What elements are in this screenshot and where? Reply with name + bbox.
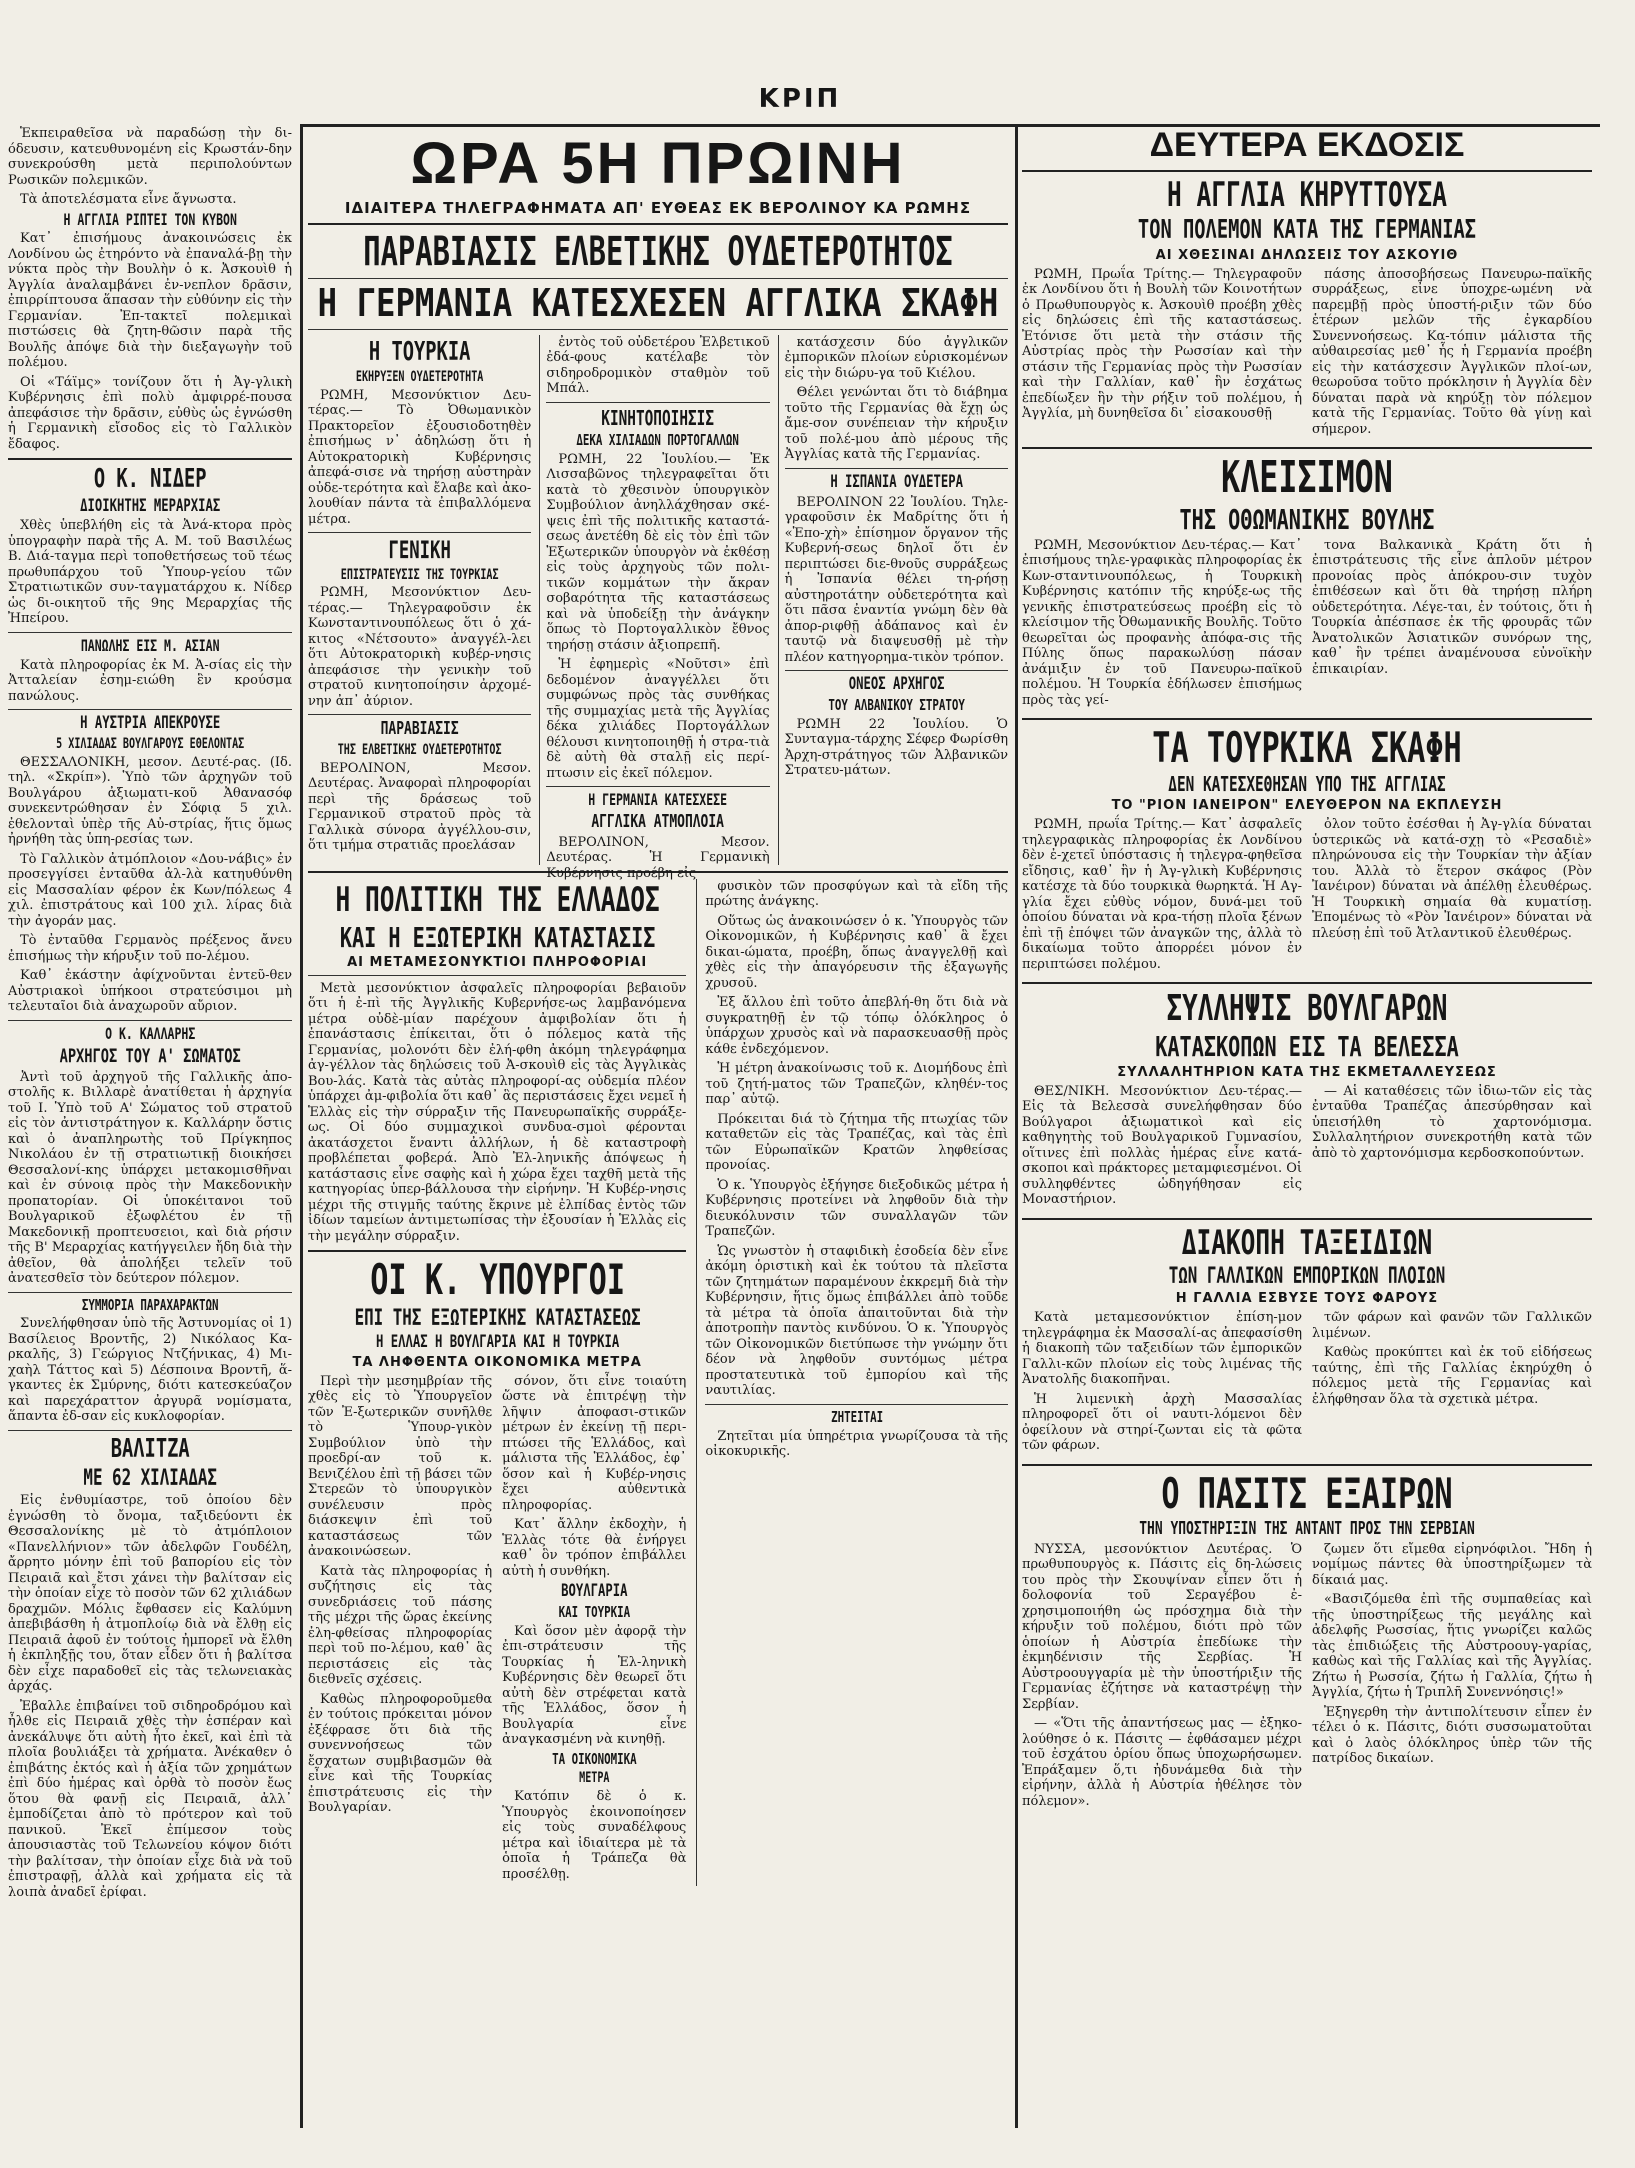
subheadline: ΤΟ "ΡΙΟΝ ΙΑΝΕΙΡΟΝ" ΕΛΕΥΘΕΡΟΝ ΝΑ ΕΚΠΛΕΥΣΗ	[1111, 798, 1503, 814]
headline: ΤΑ ΟΙΚΟΝΟΜΙΚΑ	[551, 1749, 637, 1768]
paragraph: ἐντὸς τοῦ οὐδετέρου Ἐλβετικοῦ ἐδά-φους κατέλαβε τὸν σιδηροδρομικὸν σταθμὸν τοῦ Μπάλ.	[546, 334, 770, 397]
paragraph: Ἡ λιμενικὴ ἀρχὴ Μασσαλίας πληροφορεῖ ὅτι οἱ ναυτι-λόμενοι δὲν ὀφείλουν νὰ στηρί-ζωνται εἰς τὰ φῶτα τῶν φάρων.	[1022, 1391, 1302, 1454]
paragraph: — «Ὅτι τῆς ἀπαντήσεως μας — ἐξηκο-λούθησε ὁ κ. Πάσιτς — ἐφθάσαμεν μέχρι τοῦ ἐσχάτου ὁρίου ὅπως ὑποχωρήσωμεν. Ἐπράξαμεν ὅ,τι ἠδυνάμεθα διὰ τὴν εἰρήνην, ἀλλὰ ἡ Αὐστρία ἠθέλησε τὸν πόλεμον».	[1022, 1716, 1302, 1809]
paragraph: Ἡ ἐφημερὶς «Νοῦτσι» ἐπὶ δεδομένον ἀναγγέλλει ὅτι συμφώνως πρὸς τὰς συνθήκας τῆς συμμαχίας μετὰ τῆς Ἀγγλίας δέκα χιλιάδες Πορτογάλλων θέλουσι κινητοποιηθῇ ἡ στρα-τιὰ δὲ αὐτὴ θὰ σταλῇ εἰς περί-πτωσιν εἰς ἐκεῖ πόλεμον.	[546, 657, 770, 781]
paragraph: Ἡ μέτρη ἀνακοίνωσις τοῦ κ. Διομήδους ἐπὶ τοῦ ζητή-ματος τῶν Τραπεζῶν, κληθέν-τος παρ᾽ αὐτῷ.	[705, 1061, 1008, 1108]
headline: ΣΥΜΜΟΡΙΑ ΠΑΡΑΧΑΡΑΚΤΩΝ	[81, 1295, 219, 1314]
column-rule	[300, 126, 303, 2128]
subheadline: ΚΑΙ Η ΕΞΩΤΕΡΙΚΗ ΚΑΤΑΣΤΑΣΙΣ	[339, 920, 655, 954]
mid-column-c	[778, 335, 1008, 865]
subheadline: ΕΠΙ ΤΗΣ ΕΞΩΤΕΡΙΚΗΣ ΚΑΤΑΣΤΑΣΕΩΣ	[354, 1305, 641, 1331]
headline: ΠΑΡΑΒΙΑΣΙΣ	[380, 718, 459, 740]
headline: Η ΠΟΛΙΤΙΚΗ ΤΗΣ ΕΛΛΑΔΟΣ	[335, 879, 660, 920]
headline: ΟΙ Κ. ΥΠΟΥΡΓΟΙ	[369, 1255, 625, 1305]
headline: ΖΗΤΕΙΤΑΙ	[830, 1407, 883, 1426]
paragraph: ΡΩΜΗ, πρωΐα Τρίτης.— Κατ᾽ ἀσφαλεῖς τηλεγραφικὰς πληροφορίας ἐκ Λονδίνου δὲν ἐ-χετεῖ ὑπόστασις ἡ τηλεγρα-φηθεῖσα εἴδησις, καθ᾽ ἣν ἡ Ἀγ-γλικὴ Κυβέρνησις κατέσχε τὰ δύο τουρκικὰ θωρηκτά. Ἡ Αγ-γλία ἔχει εὐθὺς νόμον, δυνά-μει τοῦ ὁποίου δύναται νὰ κρα-τήσῃ πλοῖα ξένων ἐπὶ τῇ ἐπόψει τῶν ἀναγκῶν της, ἀλλὰ τὸ δικαίωμα τοῦτο ἀπορρέει μόνον ἐν περιπτώσει πολέμου.	[1022, 817, 1302, 972]
paragraph: Πρόκειται διά τὸ ζήτημα τῆς πτωχίας τῶν καταθετῶν εἰς τὰς Τραπέζας, καὶ τὰς ἐπὶ τῶν Εὐρωπαϊκῶν Κρατῶν ληφθείσας προνοίας.	[705, 1111, 1008, 1174]
second-edition-banner: ΔΕΥΤΕΡΑ ΕΚΔΟΣΙΣ	[1149, 126, 1465, 164]
paragraph: Μετὰ μεσονύκτιον ἀσφαλεῖς πληροφορίαι βεβαιοῦν ὅτι ἡ ἐ-πὶ τῆς Ἀγγλικῆς Κυβερνήσε-ως λαμβανόμενα μέτρα οὐδὲ-μίαν παρέχουν ἀμφιβολίαν ὅτι ἡ ἐπανάστασις ἐπίκειται, ὅτι ὁ πόλεμος κατὰ τῆς Γερμανίας, μολονότι δὲν ἐλή-φθη ἀκόμη τηλεγράφημα ἀγ-γέλλον τὰς δηλώσεις τοῦ Ἀ-σκουὶθ εἰς τὰς Ἀγγλικὰς Βου-λάς. Κατὰ τὰς αὐτὰς πληροφορί-ας οὐδεμία πλέον ὑπάρχει ἀμ-φιβολία ὅτι καθ᾽ ἃς περιστάσεις ἔχει νεμεῖ ἡ Ἑλλὰς εἰς τὴν σύρραξιν τῆς Πανευρωπαϊκῆς συρράξε-ως. Οἱ δύο συμμαχικοὶ συνδυα-σμοὶ φέρονται ἀκατάσχετοι ἔναντι ἀλλήλων, ἡ δὲ καταστροφὴ προβλέπεται φοβερά. Ἀπὸ Ἐλ-ληνικῆς ἀπόψεως ἡ κατάστασις εἶνε σαφὴς καὶ ἡ χώρα ἔχει ταχθῆ μετὰ τῆς κατηγορίας ὑπερ-βάλλουσα τὴν εἰρήνην. Ἡ Κυβέρ-νησις μέχρι τῆς στιγμῆς ταύτης ἔκρινε μὲ ἐλπίδας ἐντὸς τῶν ἰδίων ταμείων ἀντιμετωπίσας τὴν ἐξουσίαν ἡ Ἑλλὰς εἰς τὴν μεγάλην σύρραξιν.	[308, 980, 687, 1244]
paragraph: τονα Βαλκανικὰ Κράτη ὅτι ἡ ἐπιστράτευσις τῆς εἶνε ἁπλοῦν μέτρον προνοίας πρὸς ἀπόκρου-σιν τυχὸν ἐπιθέσεων καὶ ὅτι θὰ τηρήσῃ πλήρη οὐδετερότητα. Λέγε-ται, ἐν τούτοις, ὅτι ἡ Τουρκία ἀπέσπασε ἐκ τῆς φρουρᾶς τῶν Ἀνατολικῶν Ἀσιατικῶν συνόρων της, καθ᾽ ἣν τρέπει ἀναμένουσα εὐνοϊκὴν ἐπικαιρίαν.	[1312, 537, 1592, 677]
headline: Ο Κ. ΝΙΔΕΡ	[93, 464, 207, 495]
paragraph: σόνον, ὅτι εἶνε τοιαύτη ὥστε νὰ ἐπιτρέψῃ τὴν λῆψιν ἀποφασι-στικῶν μέτρων ἐν ἐκείνῃ τῇ περι-πτώσει τῆς Ἑλλάδος, καὶ μάλιστα τῆς Ἑλλάδος, ἐφ᾽ ὅσον καὶ ἡ Κυβέρ-νησις ἔχει αὐθεντικὰ πληροφορίας.	[502, 1373, 687, 1513]
subheadline: ΤΟΥ ΑΛΒΑΝΙΚΟΥ ΣΤΡΑΤΟΥ	[828, 696, 965, 715]
politics-right	[696, 879, 1008, 1886]
headline: Ο ΠΑΣΙΤΣ ΕΞΑΙΡΩΝ	[1161, 1468, 1453, 1518]
subheadline: ΜΕΤΡΑ	[579, 1770, 610, 1787]
subheadline: ΣΥΛΛΑΛΗΤΗΡΙΟΝ ΚΑΤΑ ΤΗΣ ΕΚΜΕΤΑΛΛΕΥΣΕΩΣ	[1117, 1064, 1497, 1080]
headline: ΒΑΛΙΤΖΑ	[110, 1433, 190, 1464]
politics-left	[308, 879, 686, 1886]
subheadline: ΑΓΓΛΙΚΑ ΑΤΜΟΠΛΟΙΑ	[591, 810, 725, 832]
headline: Η ΑΥΣΤΡΙΑ ΑΠΕΚΡΟΥΣΕ	[79, 713, 221, 734]
subheadline: ΔΕΝ ΚΑΤΕΣΧΕΘΗΣΑΝ ΥΠΟ ΤΗΣ ΑΓΓΛΙΑΣ	[1168, 772, 1446, 797]
paragraph: Συνελήφθησαν ὑπὸ τῆς Ἀστυνομίας οἱ 1) Βασίλειος Βροντῆς, 2) Νικόλαος Κα-ρκαλῆς, 3) Γεώργιος Ντζήνικας, 4) Μι-χαὴλ Τάττος καὶ 5) Δέσποινα Βροντῆ, ἅ-γκαντες ἐκ Σμύρνης, διότι κατεσκεύαζον καὶ παρεχάραττον ἀργυρᾶ νομίσματα, ἅπαντα ἐδ-σαν εἰς κυκλοφορίαν.	[8, 1316, 292, 1425]
headline: Η ΑΓΓΛΙΑ ΡΙΠΤΕΙ ΤΟΝ ΚΥΒΟΝ	[63, 209, 237, 229]
headline: Η ΙΣΠΑΝΙΑ ΟΥΔΕΤΕΡΑ	[829, 471, 963, 492]
paragraph: Τὸ ἐνταῦθα Γερμανὸς πρέξενος ἄνευ ἐπισήμως τὴν κήρυξιν τοῦ πο-λέμου.	[8, 933, 292, 964]
paragraph: Ὡς γνωστὸν ἡ σταφιδικὴ ἐσοδεία δὲν εἶνε ἀκόμη ὁριστικὴ καὶ ἐκ τούτου τὰ πλεῖστα τῶν ζητημάτων παραμένουν ἐκκρεμῆ διὰ τὴν Κυβέρνησιν, ἥτις ὅμως ἐπιβάλλει ἀπὸ τοῦδε τὰ μέτρα τὰ ὁποῖα ἀπαιτοῦνται διὰ τὴν ἀποτροπὴν παντὸς κινδύνου. Ὁ κ. Ὑπουργὸς τῶν Οἰκονομικῶν διετύπωσε τὴν γνώμην ὅτι δέον νὰ ληφθοῦν συντόμως μέτρα προστατευτικὰ τοῦ ἐμπορίου καὶ τῆς ναυτιλίας.	[705, 1243, 1008, 1399]
mid-column-b	[539, 334, 770, 881]
subheadline: 5 ΧΙΛΙΑΔΑΣ ΒΟΥΛΓΑΡΟΥΣ ΕΘΕΛΟΝΤΑΣ	[55, 736, 245, 753]
paragraph: Οὕτως ὡς ἀνακοινώσεν ὁ κ. Ὑπουργὸς τῶν Οἰκονομικῶν, ἡ Κυβέρνησις καθ᾽ ἃ ἔχει δικαι-ώματα, προέβη, ὅπως ἀναγγελθῇ καὶ χθὲς εἰς τὴν ἀπαγόρευσιν τῆς ἐξαγωγῆς χρυσοῦ.	[705, 913, 1008, 991]
subheadline: Η ΓΑΛΛΙΑ ΕΣΒΥΣΕ ΤΟΥΣ ΦΑΡΟΥΣ	[1175, 1291, 1439, 1307]
mid-column-a	[308, 335, 531, 865]
banner-title: ΩΡΑ 5Η ΠΡΩΙΝΗ	[410, 131, 906, 196]
paragraph: ΘΕΣΣΑΛΟΝΙΚΗ, μεσον. Δευτέ-ρας. (Ιδ. τηλ. «Σκρίπ»). Ὑπὸ τῶν ἀρχηγῶν τοῦ Βουλγάρου ἀξιωματι-κοῦ Ἀθανασόφ συνεκεντρώθησαν ἐν Σόφιᾳ 5 χιλ. ἐθελονταὶ ὑπὲρ τῆς Αὐ-στρίας, ἥτις ὅμως ἠρνήθη τὰς ὑπη-ρεσίας των.	[8, 754, 292, 848]
paragraph: Περὶ τὴν μεσημβρίαν τῆς χθὲς εἰς τὸ Ὑπουργεῖον τῶν Ἐ-ξωτερικῶν συνῆλθε τὸ Ὑπουρ-γικὸν Συμβούλιον ὑπὸ τὴν προεδρί-αν τοῦ κ. Βενιζέλου ἐπὶ τῇ βάσει τῶν Στερεῶν τὸ ὑπουργικὸν συνέλευσιν πρὸς διάσκεψιν ἐπὶ τοῦ καταστάσεως τῶν ἀνακοινώσεων.	[308, 1373, 493, 1559]
headline: Η ΓΕΡΜΑΝΙΑ ΚΑΤΕΣΧΕΣΕΝ ΑΓΓΛΙΚΑ ΣΚΑΦΗ	[317, 281, 999, 325]
paragraph: ζωμεν ὅτι εἴμεθα εἰρηνόφιλοι. Ἤδη ἡ νομίμως πάντες θὰ ὑποστηρίξωμεν τὰ δίκαιά μας.	[1312, 1541, 1592, 1588]
paragraph: ΘΕΣ/ΝΙΚΗ. Μεσονύκτιον Δευ-τέρας.— Εἰς τὰ Βελεσσὰ συνελήφθησαν δύο Βούλγαροι ἀξιωματικοὶ καὶ εἰς καθηγητὴς τοῦ Βουλγαρικοῦ Γυμνασίου, οἵτινες ἐπὶ πολλὰς ἡμέρας εἶνε κατά-σκοποι καὶ πράκτορες μεταμφιεσμένοι. Οἱ συλληφθέντες ὡδηγήθησαν εἰς Μοναστήριον.	[1022, 1083, 1302, 1208]
subheadline: ΔΙΟΙΚΗΤΗΣ ΜΕΡΑΡΧΙΑΣ	[79, 495, 221, 516]
headline: ΔΙΑΚΟΠΗ ΤΑΞΕΙΔΙΩΝ	[1181, 1222, 1433, 1263]
subheadline: Η ΕΛΛΑΣ Η ΒΟΥΛΓΑΡΙΑ ΚΑΙ Η ΤΟΥΡΚΙΑ	[375, 1331, 619, 1352]
paragraph: Καθὼς πληροφοροῦμεθα ἐν τούτοις πρόκειται μόνον ἐξέφρασε ὅτι διὰ τῆς συνεννοήσεως τῶν ἔσχατων συμβιβασμῶν θὰ εἶνε καὶ τῆς Τουρκίας ἐπιστράτευσις εἰς τὴν Βουλγαρίαν.	[308, 1691, 493, 1815]
column-rule	[1015, 126, 1018, 2128]
paragraph: ΝΥΣΣΑ, μεσονύκτιον Δευτέρας. Ὁ πρωθυπουργὸς κ. Πάσιτς εἰς δη-λώσεις του πρὸς τὴν Σκουψίναν εἶπεν ὅτι ἡ δολοφονία τοῦ Σεραγέβου ἐ-χρησιμοποιήθη ὡς πρόσχημα διὰ τὴν κήρυξιν τοῦ πολέμου, διότι πρὸ τῶν ὁποίων ἡ Αὐστρία ἐπεδίωκε τὴν ἐκμηδένισιν τῆς Σερβίας. Ἡ Αὐστροουγγαρία μὲ τὴν ὑποστήριξιν τῆς Γερμανίας ἐζήτησε νὰ καταστρέψῃ τὴν Σερβίαν.	[1022, 1541, 1302, 1712]
paragraph: Οἱ «Τάϊμς» τονίζουν ὅτι ἡ Ἀγ-γλικὴ Κυβέρνησις ἐπὶ πολὺ ἀμφιρρέ-πουσα ἀπεφάσισε τὴν δρᾶσιν, εὐθὺς ὡς ἐγνώσθη ἡ Γερμανικὴ εἴσοδος εἰς τὸ Γαλλικὸν ἔδαφος.	[8, 374, 292, 452]
paragraph: Τὰ ἀποτελέσματα εἶνε ἄγνωστα.	[20, 192, 237, 207]
subheadline: ΤΗΣ ΟΘΩΜΑΝΙΚΗΣ ΒΟΥΛΗΣ	[1179, 503, 1435, 537]
right-column	[1022, 126, 1592, 2128]
headline: ΟΝΕΟΣ ΑΡΧΗΓΟΣ	[848, 674, 945, 695]
paragraph: ΡΩΜΗ, Μεσονύκτιον Δευ-τέρας.— Κατ᾽ ἐπισήμους τηλε-γραφικὰς πληροφορίας ἐκ Κων-σταντινουπόλεως, ἡ Τουρκικὴ Κυβέρνησις κατόπιν τῆς κηρύξε-ως τῆς γενικῆς ἐπιστρατεύσεως προέβη εἰς τὸ κλείσιμον τῆς Ὀθωμανικῆς Βουλῆς. Τοῦτο θεωρεῖται ὡς προφανὴς ἀπόφα-σις τῆς Πύλης ὅπως παρακωλύσῃ πάσαν ἀνάμιξιν ἐν τοῦ Πανευρω-παϊκοῦ πολέμου. Ἡ Τουρκία ἐδήλωσεν ἐπισήμως πρὸς τὰς γεί-	[1022, 537, 1302, 708]
headline: ΓΕΝΙΚΗ	[388, 536, 451, 565]
paragraph: ΒΕΡΟΛΙΝΟΝ, Μεσον. Δευτέρας. Ἀναφοραὶ πληροφορίαι περὶ τῆς δράσεως τοῦ Γερμανικοῦ στρατοῦ πρὸς τὰ Γαλλικὰ σύνορα ἀγγέλλου-σιν, ὅτι τμήμα στρατιᾶς προελάσαν	[308, 760, 532, 854]
headline: Η ΓΕΡΜΑΝΙΑ ΚΑΤΕΣΧΕΣΕ	[588, 790, 728, 810]
subheadline: ΤΑ ΛΗΦΘΕΝΤΑ ΟΙΚΟΝΟΜΙΚΑ ΜΕΤΡΑ	[352, 1354, 642, 1370]
paragraph: ΡΩΜΗ, 22 Ἰουλίου.— Ἐκ Λισσαβῶνος τηλεγραφεῖται ὅτι κατὰ τὸ χθεσινὸν ὑπουργικὸν Συμβούλιον ἀνηλλάχθησαν σκέ-ψεις ἐπὶ τῆς πολιτικῆς καταστά-σεως ἀνετέθη δὲ εἰς τὸν ἐπὶ τῶν Ἐξωτερικῶν ὑπουργὸν νὰ ἐκθέσῃ εἰς τοὺς ἀρχηγοὺς τῶν πολι-τικῶν κομμάτων τὴν ἄκραν σοβαρότητα τῆς καταστάσεως καὶ νὰ ὑποδείξῃ τὴν ἀνάγκην ὅπως τὸ Πορτογαλλικὸν ἔθνος τηρήσῃ στάσιν ἀξιοπρεπῆ.	[546, 451, 770, 653]
paragraph: Ἀντὶ τοῦ ἀρχηγοῦ τῆς Γαλλικῆς ἀπο-στολῆς κ. Βιλλαρὲ ἀνατίθεται ἡ ἀρχηγία τοῦ Ι. Ὑπὸ τοῦ Α' Σώματος τοῦ στρατοῦ εἰς τὸν ἀντιστράτηγον κ. Καλλάρην ὅστις καὶ ὁ ἀναπληρωτὴς τοῦ Πρίγκηπος Νικολάου ἐν τῇ στρατιωτικῇ διοικήσει Θεσσαλονί-κης ὑπάρχει μετακομισθῆναι καὶ ἐν σύνοιᾳ πρὸς τὴν Μακεδονικὴν προπατορίαν. Οἱ ὑποκέιτανοι τοῦ Βουλγαρικοῦ ἐξωφλέτου ἐν τῇ Μακεδονικῇ προπτευσειοι, καὶ διὰ ρήσιν τῆς Β' Μεραρχίας κατήγγειλεν ἤδη διὰ τὴν ἀθεῖον, θὰ ἀπολήξει τελεῖν τοῦ ἀνατεσθεῖσ τὸν δεύτερον πόλεμον.	[8, 1069, 292, 1286]
paragraph: ὀλον τοῦτο ἐσέσθαι ἡ Ἀγ-γλία δύναται ὑστερικῶς νὰ κατά-σχῃ τὸ «Ρεσαδιὲ» πληρώνουσα εἰς τὴν Τουρκίαν τὴν ἀξίαν του. Ἀλλὰ τὸ ἕτερον σκάφος (Ρὸν Ἰανέιρον) δύναται νὰ ἀπέλθῃ ἐλευθέρως. Ἡ Τουρκικὴ σημαία θὰ κυματίσῃ. Ἐπομένως τὸ «Ρὸν Ἰανέιρον» δύναται νὰ πλεύσῃ ἐπὶ τοῦ Ἀτλαντικοῦ ἐλευθέρως.	[1312, 817, 1592, 941]
subheadline: ΚΑΤΑΣΚΟΠΩΝ ΕΙΣ ΤΑ ΒΕΛΕΣΣΑ	[1155, 1030, 1459, 1064]
paragraph: Κατὰ τὰς πληροφορίας ἡ συζήτησις εἰς τὰς συνεδριάσεις τοῦ πάσης τῆς μέχρι τῆς ὥρας ἐκείνης ἐλη-φθείσας πληροφορίας περὶ τοῦ πο-λέμου, καθ᾽ ἃς περιστάσεις εἰς τὰς διεθνεῖς σχέσεις.	[308, 1563, 493, 1687]
paragraph: Κατ᾽ ἄλλην ἐκδοχὴν, ἡ Ἑλλὰς τότε θὰ ἐνήργει καθ᾽ ὃν τρόπον ἐπιβάλλει αὐτὴ ἡ συνθήκη.	[502, 1517, 687, 1579]
paragraph: Εἰς ἐνθυμίαστρε, τοῦ ὁποίου δὲν ἐγνώσθη τὸ ὄνομα, ταξιδεύοντι ἐκ Θεσσαλονίκης μὲ τὸ ἀτμόπλοιον «Πανελλήνιον» τῶν ἀδελφῶν Γουδέλη, ἄρρητο μόνην ἐπὶ τοῦ βαπορίου εἰς τὸν Πειραιᾶ καὶ ἔτσι χάνει τὴν βαλίτσαν εἰς τὴν ὁποίαν εἶχε τὸ ποσὸν τῶν 62 χιλιάδων δραχμῶν. Μόλις ἔφθασεν εἰς Καλύμνη ἀπεβιβάσθη ἡ ἀτμοπλοίῳ διὰ νὰ ἔλθῃ εἰς Πειραιᾶ ἀφοῦ ἐν τούτοις ἠμπορεῖ νὰ ἔλθη ἡ ἐκπληξῇς του, ὅταν εἶδεν ὅτι ἡ βαλίτσα δὲν εἶχε παραδοθεῖ εἰς τὰς τελωνειακὰς ἀρχάς.	[8, 1493, 292, 1695]
paragraph: Κατόπιν δὲ ὁ κ. Ὑπουργὸς ἐκοινοποίησεν εἰς τοὺς συναδέλφους μέτρα καὶ ἰδιαίτερα μὲ τὰ ὁποῖα ἡ Τράπεζα θὰ προσέλθῃ.	[502, 1789, 687, 1882]
paragraph: Ἐξ ἄλλου ἐπὶ τοῦτο ἀπεβλή-θη ὅτι διὰ νὰ συγκρατηθῇ ἐν τῷ τόπῳ ὁλόκληρος ὁ ὑπάρχων χρυσὸς καὶ νὰ παρασκευασθῇ πρὸς κάθε ἐνδεχόμενον.	[705, 995, 1008, 1057]
subheadline: ΕΚΗΡΥΞΕΝ ΟΥΔΕΤΕΡΟΤΗΤΑ	[355, 369, 484, 386]
paragraph: Ἐβαλλε ἐπιβαίνει τοῦ σιδηροδρόμου καὶ ἦλθε εἰς Πειραιᾶ χθὲς τὴν ἑσπέραν καὶ ἀνεκάλυψε ὅτι αὐτὴ ἦτο ἐκεῖ, καὶ ἐπὶ τὰ πλοῖα βουλιάξει τὰ χρήματα. Ἀνέκαθεν ὁ ἐπιβάτης ἐκτός καὶ ἡ ἀξία τῶν χρημάτων ἐπὶ δύο ἡμέρας καὶ ὀρθὰ τὸ ποσὸν ἔως ὅτου θὰ φανῇ εἰς Πειραιᾶ, ἀλλ᾽ ἐμποδίζεται ἀπὸ τὸ πρότερον καὶ τοῦ πανικοῦ. Ἐκεῖ ἐπίμεσον τοὺς ἀπουσιαστὰς τοῦ Τελωνείου κόψον διότι τὴν βαλίτσαν, τὴν ὁποίαν εἶχε διὰ νὰ τοῦ ἐπιστραφῇ, ἀλλὰ καὶ χρήματα εἰς τὰ λοιπὰ ἀναδεῖ ἐρίφαι.	[8, 1698, 292, 1900]
headline: Η ΤΟΥΡΚΙΑ	[368, 336, 471, 367]
headline: ΒΟΥΛΓΑΡΙΑ	[561, 1581, 628, 1601]
headline: ΠΑΡΑΒΙΑΣΙΣ ΕΛΒΕΤΙΚΗΣ ΟΥΔΕΤΕΡΟΤΗΤΟΣ	[363, 229, 953, 275]
paragraph: Κατὰ πληροφορίας ἐκ Μ. Ἀ-σίας εἰς τὴν Ἀτταλείαν ἐσημ-ειώθη ἓν κρούσμα πανώλους.	[8, 657, 292, 704]
paragraph: πάσης ἀποσοβήσεως Πανευρω-παϊκῆς συρράξεως, εἶνε ὑποχρε-ωμένη νὰ παρεμβῇ πρὸς ὑποστή-ριξιν τῶν δύο ἑτέρων μελῶν τῆς ἐγκαρδίου Συνεννοήσεως. Κα-τόπιν μάλιστα τῆς αὐθαιρεσίας μεθ᾽ ἧς ἡ Γερμανία προέβη εἰς τὴν κατάσχεσιν Ἀγγλικῶν πλοί-ων, θεωροῦσα τοῦτο πρόκλησιν ἡ Ἀγγλία δὲν δύναται παρὰ νὰ κηρύξῃ τὸν πόλεμον κατὰ τῆς Γερμανίας. Τοῦτο θὰ γίνῃ καὶ σήμερον.	[1312, 266, 1592, 437]
paragraph: τῶν φάρων καὶ φανῶν τῶν Γαλλικῶν λιμένων.	[1312, 1310, 1592, 1341]
subheadline: ΕΠΙΣΤΡΑΤΕΥΣΙΣ ΤΗΣ ΤΟΥΡΚΙΑΣ	[340, 566, 499, 583]
paragraph: ΒΕΡΟΛΙΝΟΝ 22 Ἰουλίου. Τηλε-γραφοῦσιν ἐκ Μαδρίτης ὅτι ἡ «Ἐπο-χὴ» ἐπίσημον ὄργανον τῆς Κυβερνή-σεως δηλοῖ ὅτι ἐν περιπτώσει διε-θνοῦς συρράξεως ἡ Ἰσπανία θέλει τη-ρήσῃ αὐστηροτάτην οὐδετερότητα καὶ ὅτι πᾶσα ἐναντία γνώμη δὲν θὰ ἀπορ-ριφθῇ ἀδάπανος καὶ ἐν ταυτῷ νὰ διαψευσθῇ μὲ τὴν πλέον κατηγορημα-τικὸν τρόπον.	[784, 494, 1008, 665]
paragraph: Θέλει γενώνται ὅτι τὸ διάβημα τοῦτο τῆς Γερμανίας θὰ ἔχῃ ὡς ἄμε-σον συνέπειαν τὴν κήρυξιν τοῦ πολέ-μου ἀπὸ μέρους τῆς Ἀγγλίας κατὰ τῆς Γερμανίας.	[784, 385, 1008, 463]
paragraph: «Βασιζόμεθα ἐπὶ τῆς συμπαθείας καὶ τῆς ὑποστηρίξεως τῆς μεγάλης καὶ ἀδελφῆς Ρωσσίας, ἥτις γνωρίζει καλῶς τὰς ἐπιδιώξεις τῆς Αὐστροουγ-γαρίας, καθὼς καὶ τῆς Γαλλίας καὶ τῆς Ἀγγλίας. Ζήτω ἡ Ρωσσία, ζήτω ἡ Γαλλία, ζήτω ἡ Ἀγγλία, ζήτω ἡ Τριπλῆ Συνεννόησις!»	[1312, 1592, 1592, 1701]
subheadline: ΜΕ 62 ΧΙΛΙΑΔΑΣ	[83, 1466, 217, 1492]
paragraph: — Αἱ καταθέσεις τῶν ἰδιω-τῶν εἰς τὰς ἐνταῦθα Τραπέζας ἀπεσύρθησαν καὶ ὑπεισήλθη τὸ χαρτονόμισμα. Συλλαλητήριον συνεκροτήθη κατὰ τῶν ἀπὸ τὸ χαρτονόμισμα κερδοσκοπούντων.	[1312, 1083, 1592, 1161]
lead-text	[8, 126, 292, 208]
subheadline: ΑΙ ΧΘΕΣΙΝΑΙ ΔΗΛΩΣΕΙΣ ΤΟΥ ΑΣΚΟΥΙΘ	[1155, 247, 1459, 263]
paragraph: Καὶ ὅσον μὲν ἀφορᾷ τὴν ἐπι-στράτευσιν τῆς Τουρκίας ἡ Ἑλ-ληνικὴ Κυβέρνησις δὲν θεωρεῖ ὅτι αὐτὴ δὲν στρέφεται κατὰ τῆς Ἑλλάδος, ὅσον ἡ Βουλγαρία εἶνε ἀναγκασμένη νὰ κινηθῇ.	[502, 1623, 687, 1748]
paragraph: Χθὲς ὑπεβλήθη εἰς τὰ Ἀνά-κτορα πρὸς ὑπογραφὴν παρὰ τῆς Α. Μ. τοῦ Βασιλέως Β. Διά-ταγμα περὶ τοποθετήσεως τοῦ τέως πρωθυπάρχου τοῦ Ὑπουρ-γείου τῶν Στρατιωτικῶν συν-ταγματάρχου κ. Νίδερ ὡς δι-οικητοῦ τῆς 9ης Μεραρχίας τῆς Ἠπείρου.	[8, 518, 292, 627]
headline: ΚΛΕΙΣΙΜΟΝ	[1221, 452, 1393, 504]
subheadline: ΤΟΝ ΠΟΛΕΜΟΝ ΚΑΤΑ ΤΗΣ ΓΕΡΜΑΝΙΑΣ	[1137, 215, 1477, 246]
subheadline: ΑΙ ΜΕΤΑΜΕΣΟΝΥΚΤΙΟΙ ΠΛΗΡΟΦΟΡΙΑΙ	[347, 954, 648, 970]
headline: Ο Κ. ΚΑΛΛΑΡΗΣ	[104, 1023, 196, 1043]
paragraph: ΡΩΜΗ, Μεσονύκτιον Δευ-τέρας.— Τηλεγραφοῦσιν ἐκ Κωνσταντινουπόλεως ὅτι ὁ χά-κιτος «Νέτσουτο» ἀναγγέλ-λει ὅτι Αὐτοκρατορικὴ κυβέρ-νησις ἀπεφάσισε τὴν γενικὴν τοῦ στρατοῦ κινητοποίησιν ἀρχομέ-νην ἀπ᾽ ἀύριον.	[308, 585, 532, 709]
masthead: ΚΡΙΠ	[758, 84, 842, 114]
paragraph: Ζητεῖται μία ὑπηρέτρια γνωρίζουσα τὰ τῆς οἰκοκυρικῆς.	[705, 1428, 1008, 1460]
paragraph: κατάσχεσιν δύο ἀγγλικῶν ἐμπορικῶν πλοίων εὑρισκομένων εἰς τὴν διώρυ-γα τοῦ Κιέλου.	[784, 334, 1008, 381]
paragraph: Ἑκπειραθεῖσα νὰ παραδώσῃ τὴν δι-όδευσιν, κατευθυνομένη εἰς Κρωστάν-δην συνεκρούσθη μετὰ περιπολούντων Ρωσικῶν πολεμικῶν.	[8, 126, 292, 188]
politics-section	[308, 879, 1008, 1886]
three-columns	[308, 334, 1008, 881]
headline: ΤΑ ΤΟΥΡΚΙΚΑ ΣΚΑΦΗ	[1152, 723, 1462, 773]
paragraph: Τὸ Γαλλικὸν ἀτμόπλοιον «Δου-νάβις» ἐν προσεγγίσει ἐνταῦθα ἀλ-λὰ κατηυθύνθη εἰς Μασσαλίαν φέρον ἐκ Κων/πόλεως 4 χιλ. ἐπιστράτους καὶ 100 χιλ. λίρας διὰ τὴν ἀγοράν μας.	[8, 851, 292, 929]
headline: ΚΙΝΗΤΟΠΟΙΗΣΙΣ	[601, 405, 715, 430]
headline: ΠΑΝΩΛΗΣ ΕΙΣ Μ. ΑΣΙΑΝ	[80, 635, 220, 655]
subheadline: ΤΗΣ ΕΛΒΕΤΙΚΗΣ ΟΥΔΕΤΕΡΟΤΗΤΟΣ	[337, 742, 502, 759]
paragraph: Κατὰ μεταμεσονύκτιον ἐπίση-μον τηλεγράφημα ἐκ Μασσαλί-ας ἀπεφασίσθη ἡ διακοπὴ τῶν ταξειδίων τῶν ἐμπορικῶν Γαλλι-κῶν πλοίων εἰς τοὺς λιμένας τῆς Ἀνατολῆς διακοπῆναι.	[1022, 1310, 1302, 1388]
headline: ΣΥΛΛΗΨΙΣ ΒΟΥΛΓΑΡΩΝ	[1166, 988, 1448, 1030]
subheadline: ΔΕΚΑ ΧΙΛΙΑΔΩΝ ΠΟΡΤΟΓΑΛΛΩΝ	[576, 430, 740, 449]
paragraph: Ὁ κ. Ὑπουργὸς ἐξήγησε διεξοδικῶς μέτρα ἡ Κυβέρνησις προτείνει νὰ ληφθοῦν διὰ τὴν διευκόλυνσιν τῶν συναλλαγῶν τῶν Τραπεζῶν.	[705, 1177, 1008, 1240]
subheadline: ΚΑΙ ΤΟΥΡΚΙΑ	[558, 1602, 631, 1621]
paragraph: ΡΩΜΗ, Πρωΐα Τρίτης.— Τηλεγραφοῦν ἐκ Λονδίνου ὅτι ἡ Βουλὴ τῶν Κοινοτήτων ὁ Πρωθυπουργὸς κ. Ἀσκουὶθ προέβη χθὲς εἰς δηλώσεις ἐπὶ τῆς καταστάσεως. Ἐτόνισε ὅτι μετὰ τὴν στάσιν τῆς Αὐστρίας πρὸς τὴν Ρωσσίαν καὶ τὴν στάσιν τῆς Γερμανίας πρὸς τὴν Ρωσσίαν καὶ τὴν Γαλλίαν, καθ᾽ ἣν ἐσχάτως ἐπεδίωξεν ἣν τὴν ρήξιν τοῦ πολέμου, ἡ Ἀγγλία, μὴ δυνηθεῖσα δι᾽ εἰσακουσθῇ	[1022, 266, 1302, 422]
paragraph: Καθ᾽ ἑκάστην ἀφίχνοῦνται ἐντεῦ-θεν Αὐστριακοὶ ὑπήκοοι στρατεύσιμοι μὴ τελευταῖοι διὰ ἀναχωροῦν αὔριον.	[8, 968, 292, 1015]
headline: Η ΑΓΓΛΙΑ ΚΗΡΥΤΤΟΥΣΑ	[1166, 174, 1448, 215]
subheadline: ΑΡΧΗΓΟΣ ΤΟΥ Α' ΣΩΜΑΤΟΣ	[59, 1044, 241, 1067]
paragraph: Καθὼς προκύπτει καὶ ἐκ τοῦ εἰδήσεως ταύτης, ἐπὶ τῆς Γαλλίας ἐκηρύχθη ὁ πόλεμος μετὰ τῆς Γερμανίας καὶ ἐλήφθησαν ὅλα τὰ σχετικὰ μέτρα.	[1312, 1345, 1592, 1407]
paragraph: ΡΩΜΗ, Μεσονύκτιον Δευ-τέρας.— Τὸ Ὀθωμανικὸν Πρακτορεῖον ἐξουσιοδοτηθὲν ἐπισήμως ν᾽ ἀδηλώσῃ ὅτι ἡ Αὐτοκρατορικὴ Κυβέρνησις ἀπεφά-σισε νὰ τηρήσῃ αὐστηρὰν οὐδε-τερότητα καὶ ἔλαβε καὶ ἀκο-λουθίαν πάντα τὰ ἐπιβαλλόμενα μέτρα.	[308, 387, 532, 527]
subheadline: ΤΩΝ ΓΑΛΛΙΚΩΝ ΕΜΠΟΡΙΚΩΝ ΠΛΟΙΩΝ	[1168, 1264, 1446, 1290]
middle-section	[308, 126, 1008, 2128]
paragraph: Ἐξηγερθη τὴν ἀντιπολίτευσιν εἶπεν ἐν τέλει ὁ κ. Πάσιτς, διότι συσσωματοῦται καὶ ὁ λαὸς ὁλόκληρος ὑπὲρ τῶν τῆς πατρίδος δικαίων.	[1312, 1704, 1592, 1767]
paragraph: ΒΕΡΟΛΙΝΟΝ, Μεσον. Δευτέρας. Ἡ Γερμανικὴ Κυβέρνησις προέβη εἰς	[546, 834, 770, 881]
paragraph: Κατ᾽ ἐπισήμους ἀνακοινώσεις ἐκ Λονδίνου ὡς ἐτηρόντο νὰ ἐπαναλά-βῃ τὴν νύκτα πρὸς τὴν Βουλὴν ὁ κ. Ἀσκουὶθ ἡ Ἀγγλία ἀναλαμβάνει ἐν-νεπλον δρᾶσιν, ἐπιρρίπτουσα ἅπασαν τὴν εὐθύνην εἰς τὴν Γερμανίαν. Ἐπ-τακτεῖ πολεμικαὶ πιστώσεις θὰ ζητη-θῶσιν παρὰ τῆς Βουλῆς ἀπόψε διὰ τὴν διεξαγωγὴν τοῦ πολέμου.	[8, 231, 292, 371]
left-column	[8, 126, 292, 2128]
subheadline: ΤΗΝ ΥΠΟΣΤΗΡΙΞΙΝ ΤΗΣ ΑΝΤΑΝΤ ΠΡΟΣ ΤΗΝ ΣΕΡΒΙΑΝ	[1139, 1517, 1475, 1539]
banner-subtitle: ΙΔΙΑΙΤΕΡΑ ΤΗΛΕΓΡΑΦΗΜΑΤΑ ΑΠ' ΕΥΘΕΑΣ ΕΚ ΒΕΡΟΛΙΝΟΥ ΚΑ ΡΩΜΗΣ	[344, 199, 972, 217]
paragraph: ΡΩΜΗ 22 Ἰουλίου. Ὁ Συνταγμα-τάρχης Σέφερ Φωρίσθη Ἀρχη-στράτηγος τῶν Ἀλβανικῶν Στρατευ-μάτων.	[784, 716, 1008, 779]
paragraph: φυσικὸν τῶν προσφύγων καὶ τὰ εἴδη τῆς πρώτης ἀνάγκης.	[705, 878, 1008, 910]
